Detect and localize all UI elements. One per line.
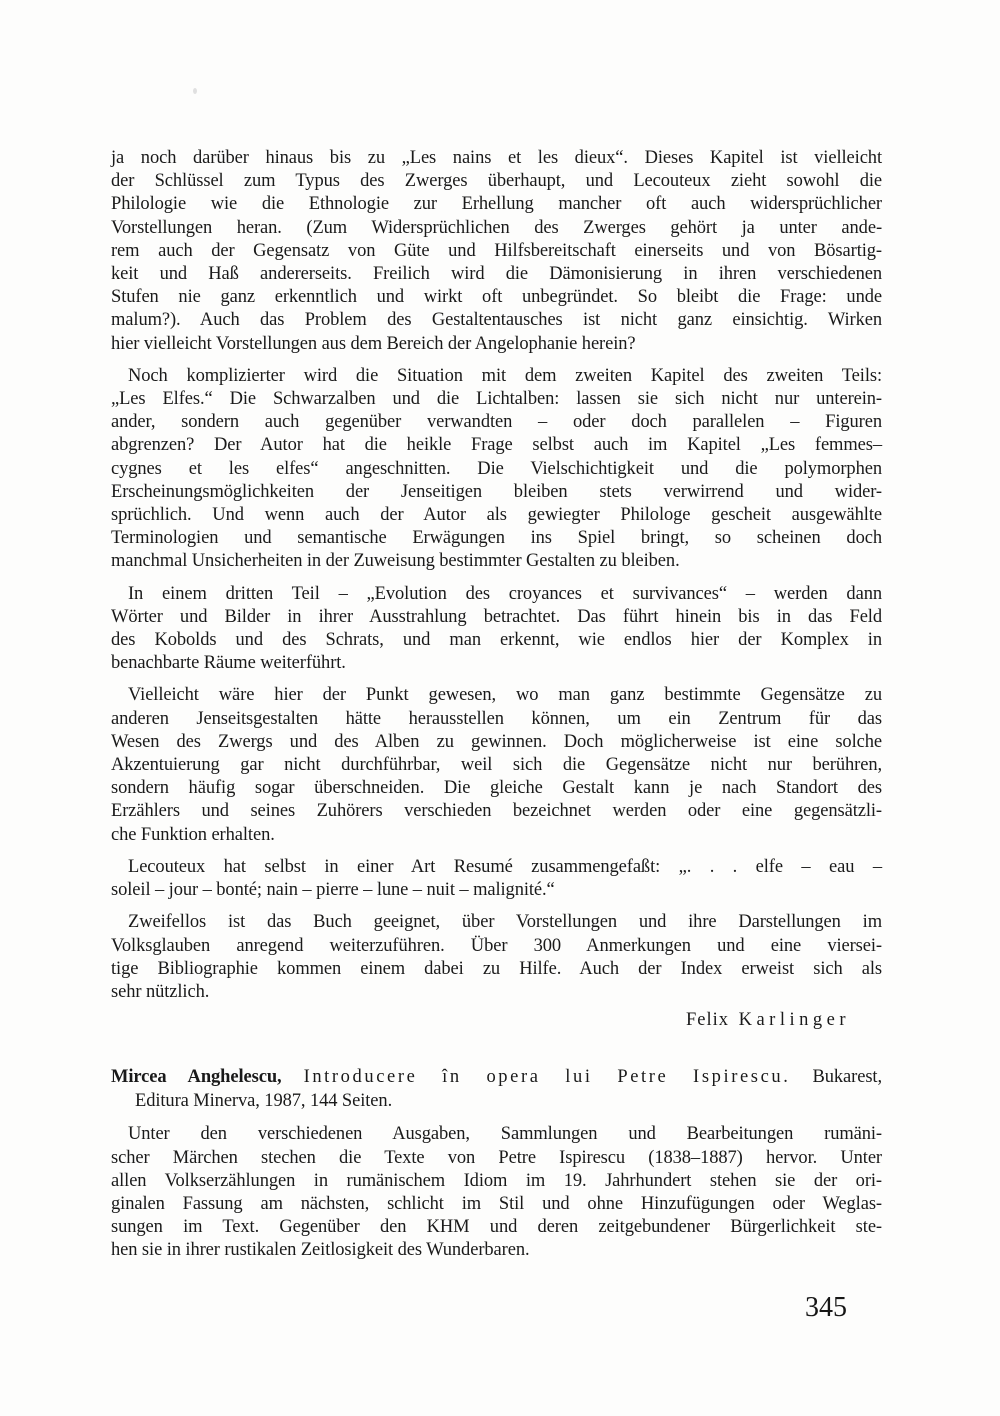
review-lecouteux-continuation	[111, 147, 882, 1032]
text-line: sondern häufig sogar überschneiden. Die gleiche Gestalt kann je nach Standort des	[111, 778, 882, 799]
text-line: allen Volkserzählungen in rumänischem Idiom im 19. Jahrhundert stehen sie der ori-	[111, 1170, 882, 1191]
text-line: Lecouteux hat selbst in einer Art Resumé zusammengefaßt: „. . . elfe – eau –	[128, 856, 882, 877]
text-line: cygnes et les elfes“ angeschnitten. Die Vielschichtigkeit und die polymorphen	[111, 458, 882, 479]
book-title: Introducere în opera lui Petre Ispirescu.	[303, 1067, 791, 1088]
text-line: Erscheinungsmöglichkeiten der Jenseitigen bleiben stets verwirrend und wider-	[111, 481, 882, 502]
text-line: Vielleicht wäre hier der Punkt gewesen, wo man ganz bestimmte Gegensätze zu	[128, 685, 882, 706]
text-line: sungen im Text. Gegenüber den KHM und deren zeitgebundener Bürgerlichkeit ste-	[111, 1217, 882, 1238]
text-line: soleil – jour – bonté; nain – pierre – lune – nuit – malignité.“	[111, 880, 555, 901]
text-line: benachbarte Räume weiterführt.	[111, 653, 346, 674]
reviewer-first-name: Felix	[685, 1010, 729, 1031]
text-line: Terminologien und semantische Erwägungen ins Spiel bringt, so scheinen doch	[111, 528, 882, 549]
paragraph	[111, 856, 882, 902]
paragraph	[111, 147, 882, 356]
text-line: sprüchlich. Und wenn auch der Autor als gewiegter Philologe gescheit ausgewählte	[111, 505, 882, 526]
text-line: malum?). Auch das Problem des Gestaltentausches ist nicht ganz einsichtig. Wirken	[111, 310, 882, 331]
text-line: Wörter und Bilder in ihrer Ausstrahlung betrachtet. Das führt hinein bis in das Feld	[111, 606, 882, 627]
heading-line-2: Editura Minerva, 1987, 144 Seiten.	[135, 1091, 393, 1112]
paragraph	[111, 911, 882, 1004]
text-line: hier vielleicht Vorstellungen aus dem Bereich der Angelophanie herein?	[111, 333, 636, 354]
text-line: Wesen des Zwergs und des Alben zu gewinnen. Doch möglicherweise ist eine solche	[111, 731, 882, 752]
paragraph	[111, 1123, 882, 1262]
book-author: Mircea Anghelescu,	[111, 1067, 282, 1088]
paragraph	[111, 583, 882, 676]
text-line: „Les Elfes.“ Die Schwarzalben und die Lichtalben: lassen sie sich nicht nur unterein-	[111, 389, 882, 410]
text-line: scher Märchen stechen die Texte von Petre Ispirescu (1838–1887) hervor. Unter	[111, 1147, 882, 1168]
text-block	[111, 147, 882, 1263]
review-anghelescu	[111, 1065, 882, 1262]
heading-line-1	[111, 1065, 882, 1089]
paragraph	[111, 684, 882, 846]
scan-artifact	[193, 88, 197, 94]
text-line: abgrenzen? Der Autor hat die heikle Frage selbst auch im Kapitel „Les femmes–	[111, 435, 882, 456]
text-line: der Schlüssel zum Typus des Zwerges überhaupt, und Lecouteux zieht sowohl die	[111, 171, 882, 192]
text-line: Zweifellos ist das Buch geeignet, über Vorstellungen und ihre Darstellungen im	[128, 912, 882, 933]
text-line: Vorstellungen heran. (Zum Widersprüchlichen des Zwerges gehört ja unter ande-	[111, 217, 882, 238]
text-line: tige Bibliographie kommen einem dabei zu Hilfe. Auch der Index erweist sich als	[111, 958, 882, 979]
text-line: anderen Jenseitsgestalten hätte herausstellen können, um ein Zentrum für das	[111, 708, 882, 729]
text-line: Philologie wie die Ethnologie zur Erhellung mancher oft auch widersprüchlicher	[111, 194, 882, 215]
text-line: Akzentuierung gar nicht durchführbar, weil sich die Gegensätze nicht nur berühren,	[111, 755, 882, 776]
text-line: ander, sondern auch gegenüber verwandten – oder doch parallelen – Figuren	[111, 412, 882, 433]
text-line: Stufen nie ganz erkenntlich und wirkt oft unbegründet. So bleibt die Frage: unde	[111, 287, 882, 308]
text-line: che Funktion erhalten.	[111, 824, 275, 845]
book-place: Bukarest,	[812, 1067, 882, 1088]
text-line: hen sie in ihrer rustikalen Zeitlosigkeit des Wunderbaren.	[111, 1240, 530, 1261]
reviewer-last-name: Karlinger	[738, 1010, 850, 1031]
text-line: In einem dritten Teil – „Evolution des croyances et survivances“ – werden dann	[128, 583, 882, 604]
text-line: Noch komplizierter wird die Situation mit dem zweiten Kapitel des zweiten Teils:	[128, 365, 882, 386]
text-line: keit und Haß andererseits. Freilich wird die Dämonisierung in ihren verschiedenen	[111, 264, 882, 285]
text-line: manchmal Unsicherheiten in der Zuweisung bestimmter Gestalten zu bleiben.	[111, 551, 680, 572]
text-line: Volksglauben anregend weiterzuführen. Über 300 Anmerkungen und eine viersei-	[111, 935, 882, 956]
text-line: ja noch darüber hinaus bis zu „Les nains et les dieux“. Dieses Kapitel ist vielleicht	[111, 148, 882, 168]
bibliographic-heading	[111, 1065, 882, 1113]
text-line: des Kobolds und des Schrats, und man erkennt, wie endlos hier der Komplex in	[111, 630, 882, 651]
text-line: rem auch der Gegensatz von Güte und Hilfsbereitschaft einerseits und von Bösartig-	[111, 240, 882, 261]
text-line: Erzählers und seines Zuhörers verschieden bezeichnet werden oder eine gegensätzli-	[111, 801, 882, 822]
paragraph	[111, 365, 882, 574]
page-number: 345	[805, 1292, 847, 1323]
text-line: sehr nützlich.	[111, 981, 210, 1002]
text-line: Unter den verschiedenen Ausgaben, Sammlungen und Bearbeitungen rumäni-	[128, 1124, 882, 1145]
text-line: ginalen Fassung am nächsten, schlicht im Stil und ohne Hinzufügungen oder Weglas-	[111, 1193, 882, 1214]
reviewer-signature	[111, 1009, 882, 1032]
